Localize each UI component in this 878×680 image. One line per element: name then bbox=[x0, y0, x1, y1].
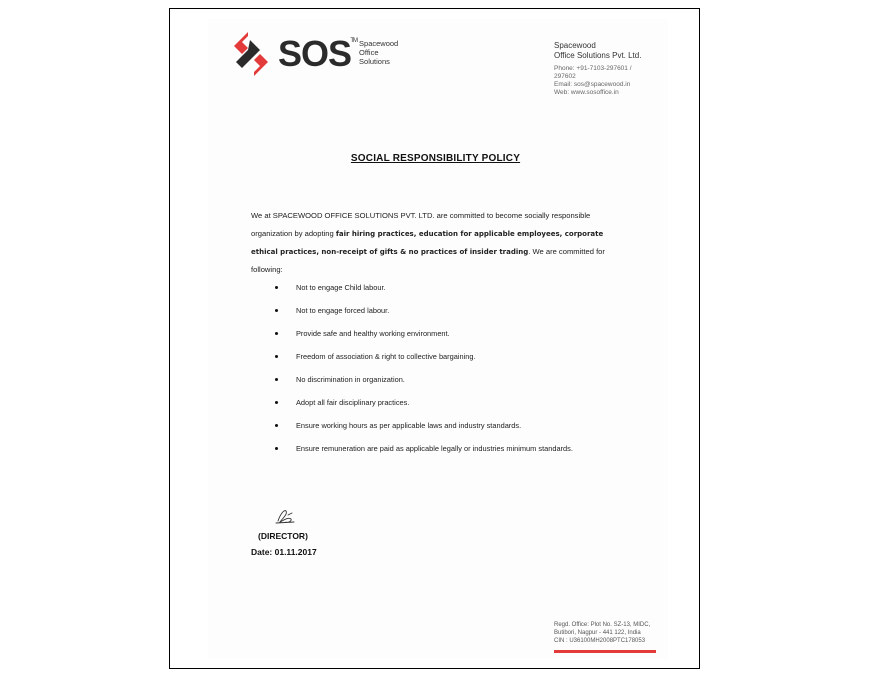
list-item: Freedom of association & right to collective bargaining. bbox=[274, 351, 573, 374]
company-logo bbox=[230, 30, 398, 78]
company-contact-block bbox=[554, 41, 674, 97]
trademark-symbol: TM bbox=[350, 38, 358, 44]
phone-line-continued: 297602 bbox=[554, 73, 576, 80]
logo-wordmark bbox=[278, 33, 358, 74]
list-item: Ensure working hours as per applicable laws and industry standards. bbox=[274, 420, 573, 443]
document-page bbox=[169, 8, 700, 669]
intro-bold-text: fair hiring practices, education for applicable employees, corporate ethical practices, non-receipt of gifts & no practices of insider trading bbox=[251, 230, 604, 256]
footer-line: Butibori, Nagpur - 441 122, India bbox=[554, 630, 641, 636]
logo-wordmark-text: SOS bbox=[278, 33, 352, 74]
page-title: SOCIAL RESPONSIBILITY POLICY bbox=[350, 153, 521, 164]
list-item: Ensure remuneration are paid as applicable legally or industries minimum standards. bbox=[274, 443, 573, 466]
footer-address bbox=[554, 621, 664, 645]
footer-line: Regd. Office: Plot No. SZ-13, MIDC, bbox=[554, 622, 651, 628]
web-line: Web: www.sosoffice.in bbox=[554, 89, 619, 96]
list-item: Provide safe and healthy working environment. bbox=[274, 328, 573, 351]
intro-text-end: . We are committed for following: bbox=[251, 247, 605, 274]
company-name-line: Spacewood bbox=[554, 41, 596, 50]
list-item: Adopt all fair disciplinary practices. bbox=[274, 397, 573, 420]
commitments-list bbox=[274, 282, 573, 466]
logo-sub-line: Solutions bbox=[359, 56, 390, 66]
footer-cin: CIN : U36100MH2008PTC178053 bbox=[554, 638, 646, 644]
intro-text: We at SPACEWOOD OFFICE SOLUTIONS PVT. LTD. are committed to become socially responsible organization by adopting bbox=[251, 211, 591, 238]
document-date: Date: 01.11.2017 bbox=[251, 547, 317, 557]
logo-subtitle bbox=[359, 39, 398, 66]
email-line: Email: sos@spacewood.in bbox=[554, 81, 631, 88]
signature-icon bbox=[272, 505, 298, 527]
director-label: (DIRECTOR) bbox=[258, 531, 308, 541]
list-item: No discrimination in organization. bbox=[274, 374, 573, 397]
list-item: Not to engage Child labour. bbox=[274, 282, 573, 305]
intro-paragraph bbox=[251, 207, 613, 279]
sos-logo-icon bbox=[230, 30, 272, 78]
phone-line: Phone: +91-7103-297601 / bbox=[554, 65, 632, 72]
footer-accent-bar bbox=[554, 650, 656, 653]
logo-sub-line: Spacewood bbox=[359, 38, 399, 48]
list-item: Not to engage forced labour. bbox=[274, 305, 573, 328]
logo-sub-line: Office bbox=[359, 47, 379, 57]
company-name-line: Office Solutions Pvt. Ltd. bbox=[554, 51, 642, 60]
